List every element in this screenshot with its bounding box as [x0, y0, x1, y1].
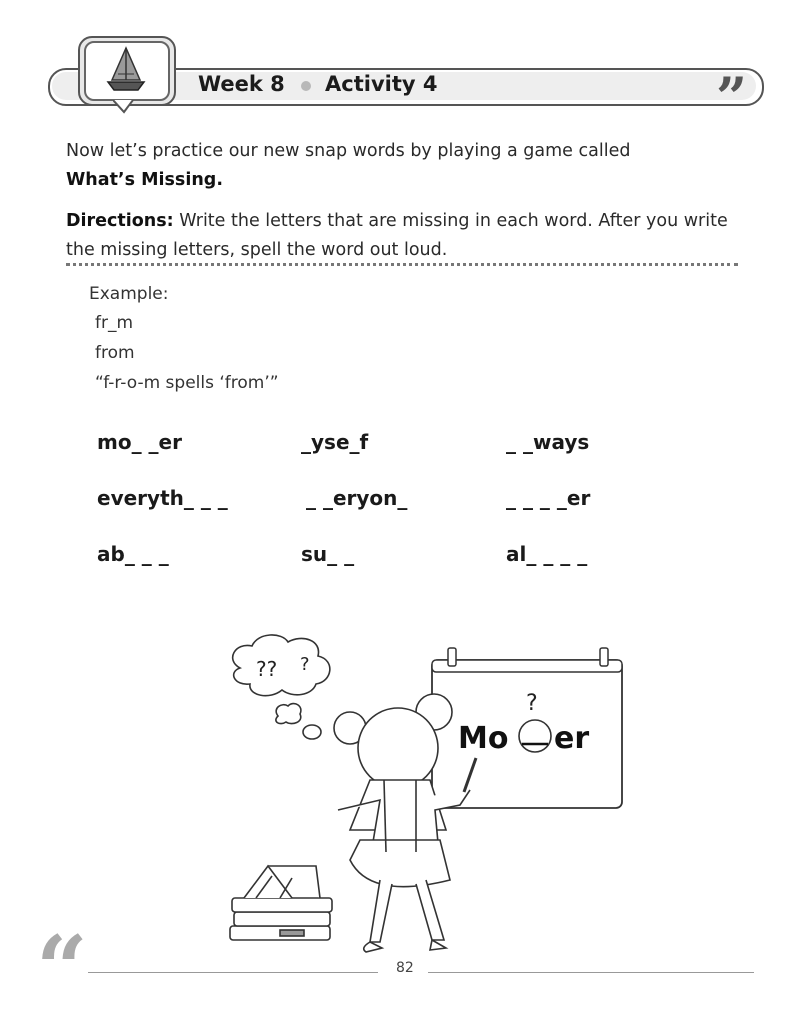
directions — [66, 207, 756, 265]
example-line: from — [95, 343, 135, 363]
word-item[interactable]: _ _ways — [506, 430, 590, 454]
dotted-divider — [66, 263, 738, 266]
word-item[interactable]: everyth_ _ _ — [97, 486, 228, 510]
directions-text: Write the letters that are missing in each word. After you write the missing letters, spell the word out loud. — [66, 211, 728, 260]
example-line: “f-r-o-m spells ‘from’” — [95, 373, 279, 393]
intro-text — [66, 137, 756, 195]
activity-label: Activity 4 — [325, 72, 438, 96]
word-item[interactable]: _ _ _ _er — [506, 486, 591, 510]
example-label: Example: — [89, 284, 169, 304]
header-separator-dot — [301, 81, 311, 91]
svg-text:?: ? — [300, 654, 310, 675]
boat-icon — [98, 44, 154, 94]
thought-question-marks: ?? — [256, 657, 278, 681]
thought-cloud-icon — [233, 635, 330, 739]
quote-mark-icon: ” — [716, 65, 748, 129]
footer-rule — [88, 972, 378, 973]
board-word-start: Mo — [458, 721, 509, 756]
footer-rule — [428, 972, 754, 973]
badge-tail-icon — [113, 100, 135, 114]
word-item[interactable]: su_ _ — [301, 542, 355, 566]
board-question-mark: ? — [526, 691, 538, 716]
quote-mark-icon: “ — [36, 916, 88, 1022]
intro-line: Now let’s practice our new snap words by playing a game called — [66, 141, 631, 161]
girl-at-board-illustration — [220, 630, 640, 960]
game-name: What’s Missing. — [66, 170, 223, 190]
word-item[interactable]: al_ _ _ _ — [506, 542, 588, 566]
example-line: fr_m — [95, 313, 134, 333]
week-label: Week 8 — [198, 72, 285, 96]
word-item[interactable]: _yse_f — [301, 430, 369, 454]
word-item[interactable]: ab_ _ _ — [97, 542, 169, 566]
page-number: 82 — [396, 960, 414, 976]
word-item[interactable]: _ _eryon_ — [306, 486, 408, 510]
books-icon — [230, 866, 332, 940]
board-word-end: er — [554, 721, 590, 756]
word-item[interactable]: mo_ _er — [97, 430, 182, 454]
directions-label: Directions: — [66, 211, 174, 231]
